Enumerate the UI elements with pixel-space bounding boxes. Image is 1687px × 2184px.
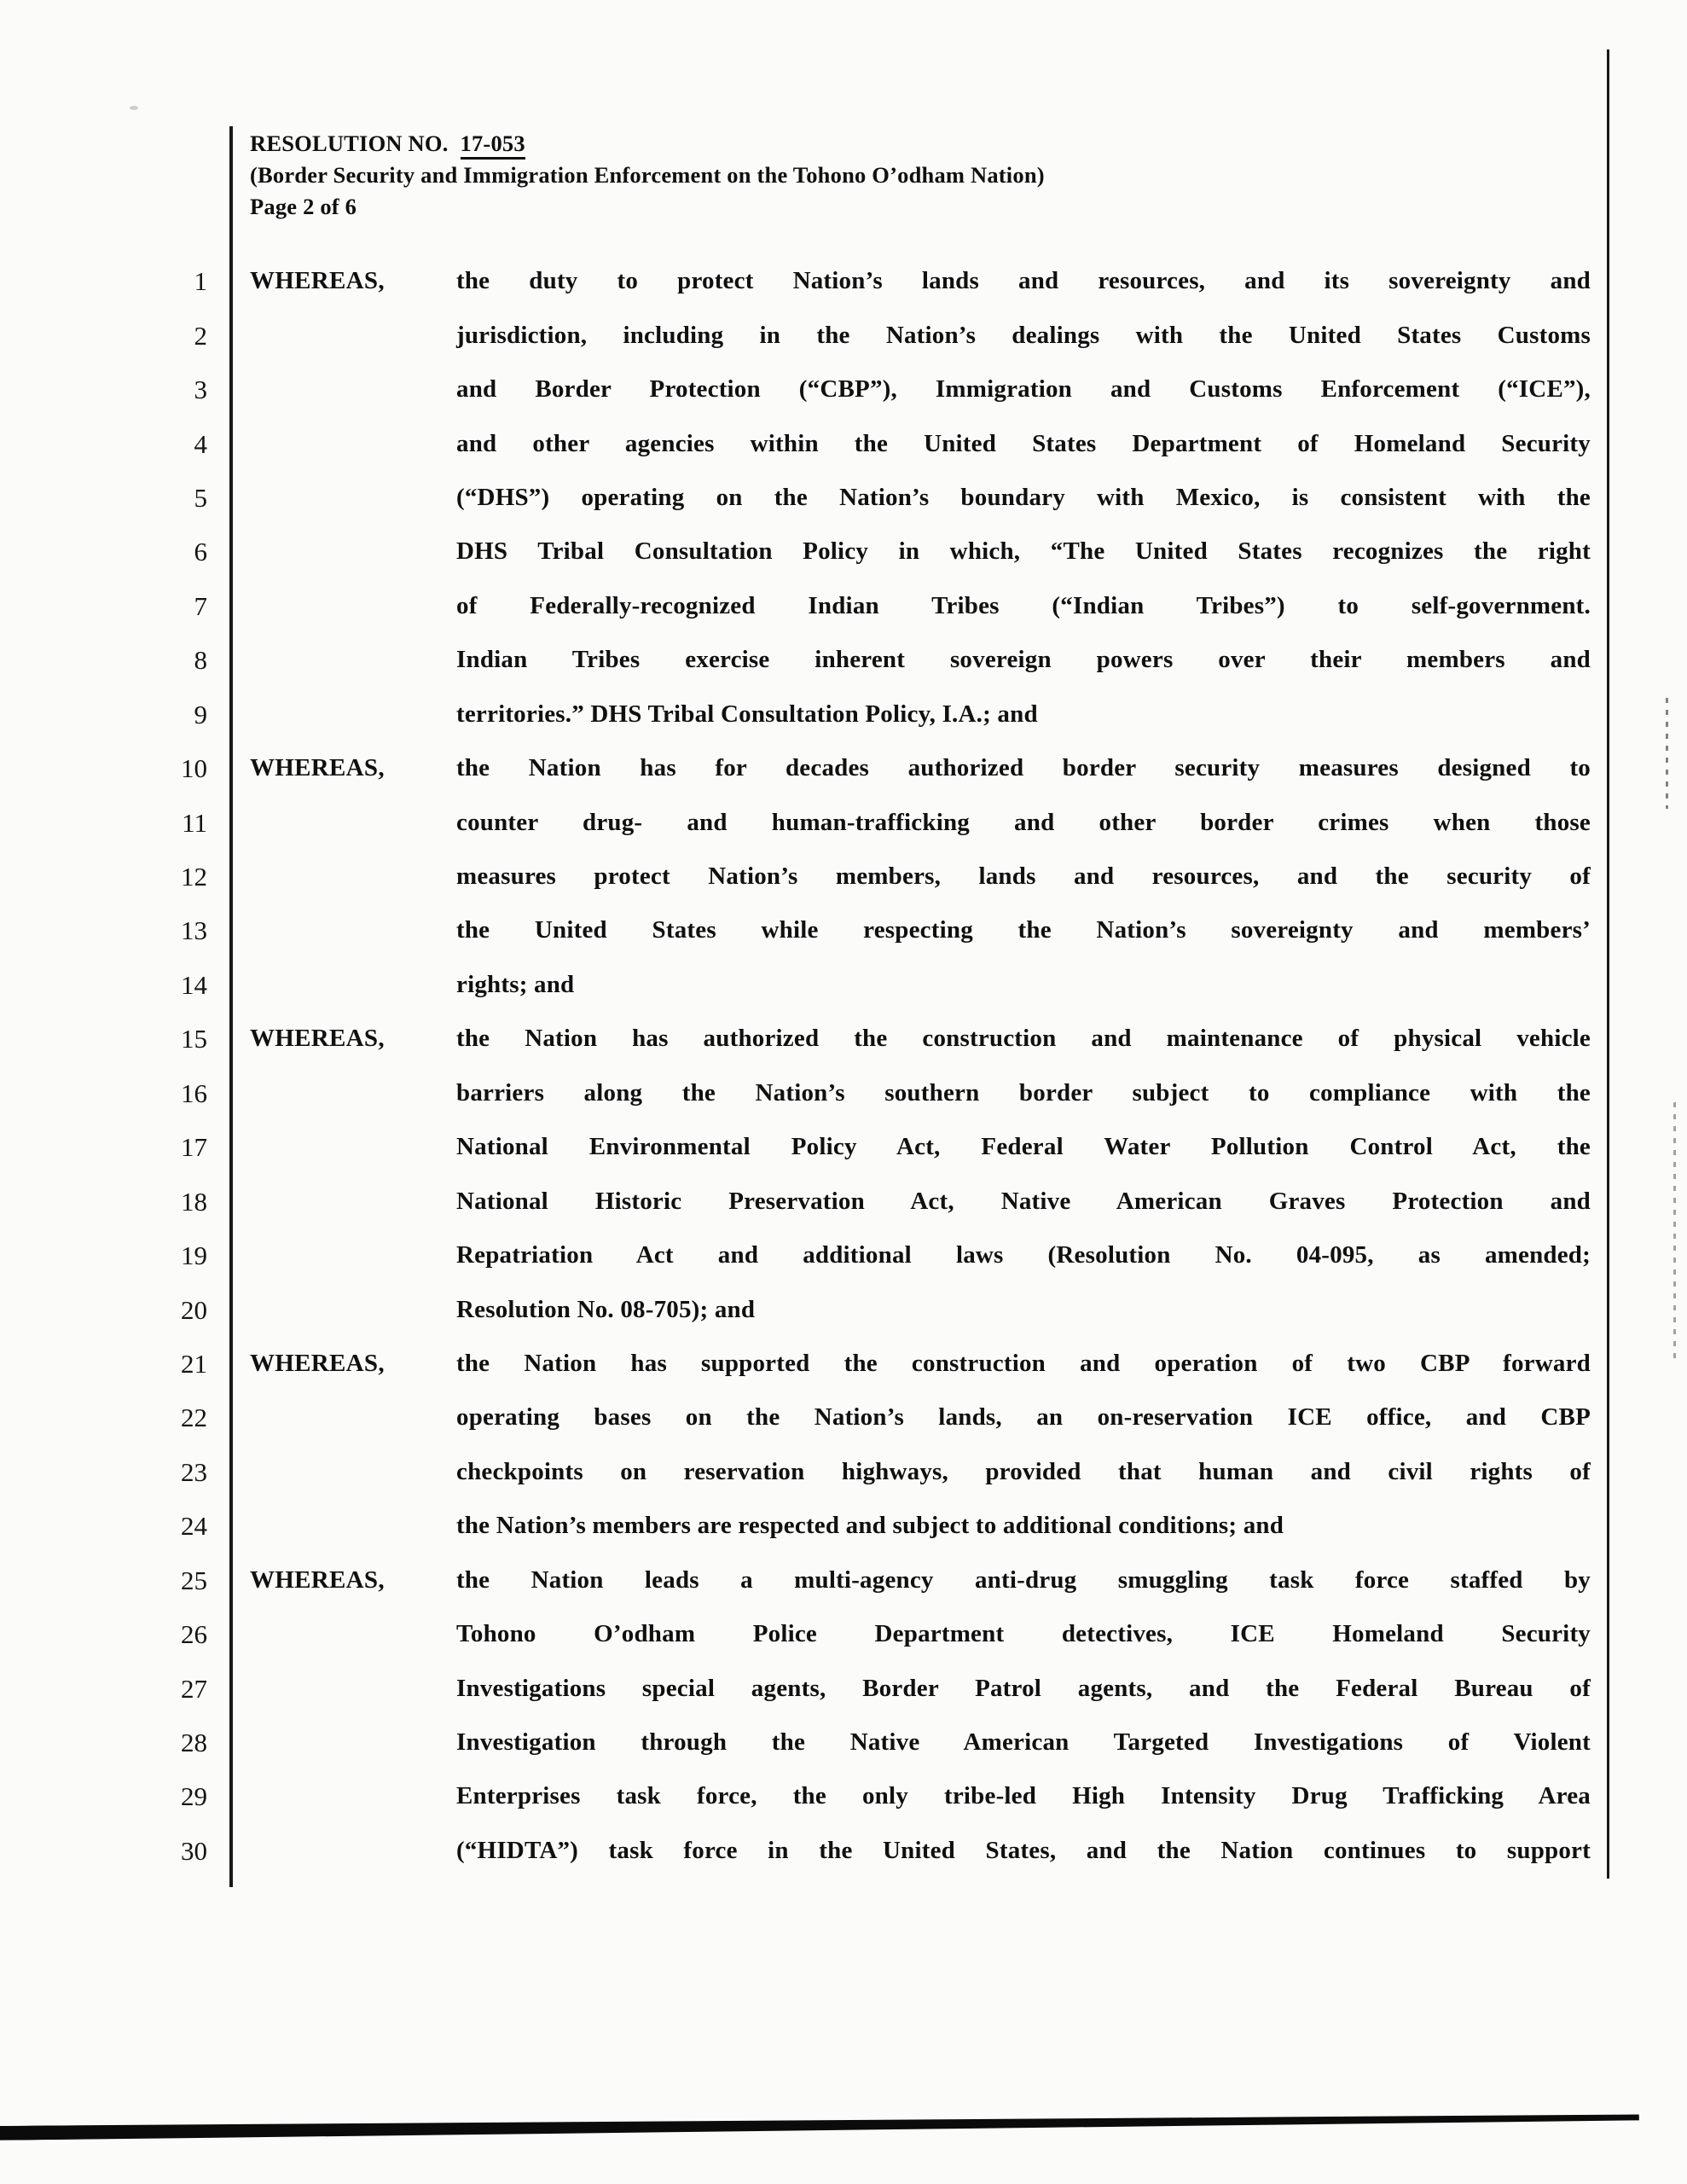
line-rows bbox=[0, 254, 1687, 1878]
line-number: 4 bbox=[194, 428, 207, 459]
line-text: Indian Tribes exercise inherent sovereign powers over their members and bbox=[456, 646, 1591, 674]
document-line bbox=[0, 1228, 1687, 1282]
scan-artifact-smudge bbox=[130, 106, 138, 110]
document-line bbox=[0, 363, 1687, 416]
line-text: National Environmental Policy Act, Federal Water Pollution Control Act, the bbox=[456, 1133, 1591, 1161]
line-number: 14 bbox=[181, 969, 207, 1000]
document-line bbox=[0, 1607, 1687, 1661]
line-text: the United States while respecting the Nation’s sovereignty and members’ bbox=[456, 916, 1591, 944]
document-line bbox=[0, 1066, 1687, 1120]
line-text: the Nation has authorized the construction and maintenance of physical vehicle bbox=[456, 1025, 1591, 1053]
document-line bbox=[0, 1554, 1687, 1607]
line-number: 1 bbox=[194, 266, 207, 297]
line-number: 17 bbox=[181, 1132, 207, 1163]
document-line bbox=[0, 579, 1687, 633]
bottom-scan-bar bbox=[0, 2110, 1639, 2140]
line-text: the duty to protect Nation’s lands and resources, and its sovereignty and bbox=[456, 267, 1591, 295]
document-line bbox=[0, 741, 1687, 795]
line-text: of Federally-recognized Indian Tribes (“Indian Tribes”) to self-government. bbox=[456, 591, 1591, 619]
line-number: 29 bbox=[181, 1781, 207, 1812]
line-number: 15 bbox=[181, 1024, 207, 1054]
line-text: the Nation’s members are respected and subject to additional conditions; and bbox=[456, 1512, 1284, 1540]
document-line bbox=[0, 1824, 1687, 1878]
line-number: 21 bbox=[181, 1348, 207, 1379]
line-text: and Border Protection (“CBP”), Immigration and Customs Enforcement (“ICE”), bbox=[456, 375, 1591, 404]
line-number: 10 bbox=[181, 753, 207, 784]
line-text: counter drug- and human-trafficking and other border crimes when those bbox=[456, 808, 1591, 836]
document-line bbox=[0, 1445, 1687, 1499]
line-number: 9 bbox=[194, 699, 207, 729]
line-text: Investigation through the Native American Targeted Investigations of Violent bbox=[456, 1728, 1591, 1757]
line-number: 13 bbox=[181, 915, 207, 946]
whereas-label: WHEREAS, bbox=[250, 1565, 385, 1594]
line-text: the Nation has for decades authorized border security measures designed to bbox=[456, 754, 1591, 782]
whereas-label: WHEREAS, bbox=[250, 1025, 385, 1053]
resolution-subject: (Border Security and Immigration Enforcement on the Tohono O’odham Nation) bbox=[250, 162, 1045, 188]
line-number: 28 bbox=[181, 1728, 207, 1758]
line-text: jurisdiction, including in the Nation’s dealings with the United States Customs bbox=[456, 321, 1591, 349]
whereas-label: WHEREAS, bbox=[250, 267, 385, 295]
line-number: 27 bbox=[181, 1673, 207, 1704]
document-line bbox=[0, 958, 1687, 1012]
document-line bbox=[0, 633, 1687, 687]
document-line bbox=[0, 525, 1687, 578]
document-line bbox=[0, 471, 1687, 525]
line-text: the Nation leads a multi-agency anti-drug smuggling task force staffed by bbox=[456, 1565, 1591, 1594]
line-number: 6 bbox=[194, 537, 207, 567]
line-text: barriers along the Nation’s southern border subject to compliance with the bbox=[456, 1078, 1591, 1107]
document-line bbox=[0, 1337, 1687, 1391]
line-text: (“HIDTA”) task force in the United States, and the Nation continues to support bbox=[456, 1836, 1591, 1864]
document-line bbox=[0, 1120, 1687, 1174]
document-line bbox=[0, 1716, 1687, 1769]
line-number: 12 bbox=[181, 862, 207, 892]
line-number: 7 bbox=[194, 590, 207, 621]
line-number: 23 bbox=[181, 1456, 207, 1487]
line-number: 18 bbox=[181, 1186, 207, 1217]
resolution-title-line bbox=[250, 128, 1045, 160]
line-text: territories.” DHS Tribal Consultation Policy, I.A.; and bbox=[456, 700, 1038, 728]
document-line bbox=[0, 1499, 1687, 1553]
line-number: 20 bbox=[181, 1294, 207, 1325]
line-number: 16 bbox=[181, 1077, 207, 1108]
line-number: 26 bbox=[181, 1619, 207, 1650]
line-text: rights; and bbox=[456, 970, 575, 998]
line-text: National Historic Preservation Act, Native American Graves Protection and bbox=[456, 1187, 1591, 1215]
line-text: the Nation has supported the construction and operation of two CBP forward bbox=[456, 1349, 1591, 1377]
document-line bbox=[0, 1661, 1687, 1715]
line-text: Investigations special agents, Border Patrol agents, and the Federal Bureau of bbox=[456, 1674, 1591, 1702]
line-text: operating bases on the Nation’s lands, an on-reservation ICE office, and CBP bbox=[456, 1403, 1591, 1432]
resolution-number: 17-053 bbox=[461, 131, 525, 160]
document-line bbox=[0, 1282, 1687, 1336]
line-number: 3 bbox=[194, 375, 207, 405]
document-line bbox=[0, 1174, 1687, 1228]
line-number: 30 bbox=[181, 1835, 207, 1866]
line-text: Repatriation Act and additional laws (Resolution No. 04-095, as amended; bbox=[456, 1241, 1591, 1269]
resolution-label: RESOLUTION NO. bbox=[250, 131, 449, 156]
line-number: 22 bbox=[181, 1403, 207, 1433]
document-line bbox=[0, 1769, 1687, 1823]
line-number: 25 bbox=[181, 1565, 207, 1595]
line-number: 5 bbox=[194, 482, 207, 513]
scan-artifact-dashes bbox=[1666, 698, 1668, 809]
line-text: Tohono O’odham Police Department detectives, ICE Homeland Security bbox=[456, 1620, 1591, 1648]
line-number: 19 bbox=[181, 1240, 207, 1271]
document-line bbox=[0, 850, 1687, 903]
document-header bbox=[250, 128, 1045, 223]
document-line bbox=[0, 1391, 1687, 1444]
line-number: 8 bbox=[194, 645, 207, 676]
line-text: (“DHS”) operating on the Nation’s boundary with Mexico, is consistent with the bbox=[456, 483, 1591, 511]
line-text: Enterprises task force, the only tribe-led High Intensity Drug Trafficking Area bbox=[456, 1782, 1591, 1810]
document-line bbox=[0, 903, 1687, 957]
document-line bbox=[0, 795, 1687, 849]
line-text: DHS Tribal Consultation Policy in which, “The United States recognizes the right bbox=[456, 537, 1591, 566]
line-text: measures protect Nation’s members, lands and resources, and the security of bbox=[456, 863, 1591, 891]
page-number-label: Page 2 of 6 bbox=[250, 194, 357, 219]
line-number: 24 bbox=[181, 1511, 207, 1542]
whereas-label: WHEREAS, bbox=[250, 754, 385, 782]
line-text: and other agencies within the United States Department of Homeland Security bbox=[456, 429, 1591, 457]
document-line bbox=[0, 416, 1687, 470]
document-line bbox=[0, 688, 1687, 741]
document-line bbox=[0, 1012, 1687, 1066]
document-line bbox=[0, 254, 1687, 308]
line-text: checkpoints on reservation highways, provided that human and civil rights of bbox=[456, 1457, 1591, 1485]
scan-artifact-dashes bbox=[1673, 1102, 1676, 1358]
line-text: Resolution No. 08-705); and bbox=[456, 1295, 756, 1323]
document-line bbox=[0, 308, 1687, 362]
line-number: 11 bbox=[182, 807, 207, 838]
whereas-label: WHEREAS, bbox=[250, 1349, 385, 1377]
line-number: 2 bbox=[194, 320, 207, 351]
